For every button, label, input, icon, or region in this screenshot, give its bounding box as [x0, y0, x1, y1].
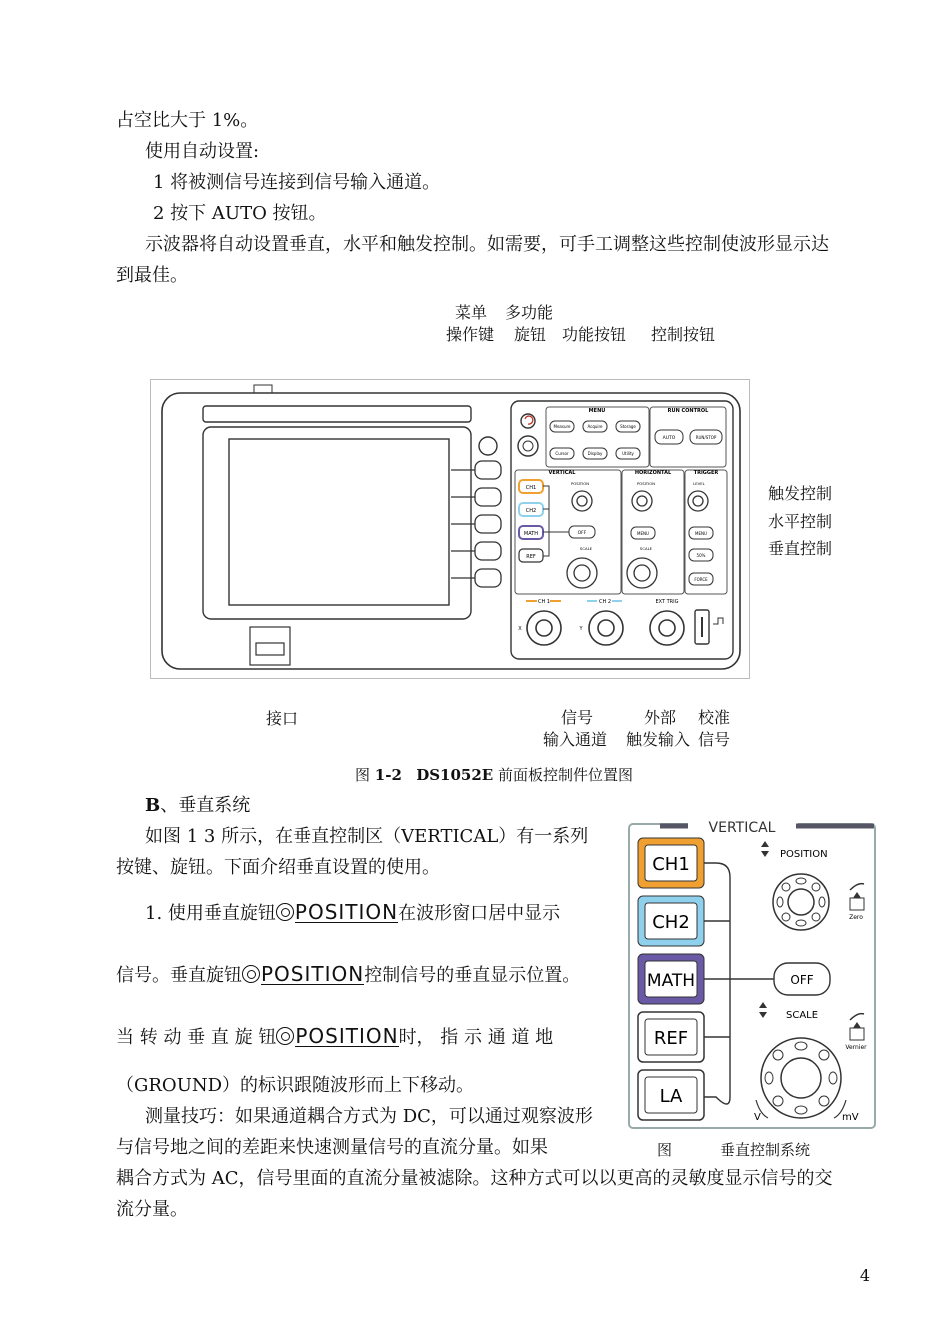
label-signal-2: 输入通道 [543, 730, 608, 749]
tip-line-2: 与信号地之间的差距来快速测量信号的直流分量。如果 [116, 1137, 548, 1158]
figure-1-3-caption-label: 图 [657, 1141, 673, 1159]
fig13-vertical-title: VERTICAL [708, 820, 776, 836]
panel-h-position: POSITION [636, 481, 656, 486]
item-1-line: 1. 使用垂直旋钮 POSITION在波形窗口居中显示 [145, 900, 561, 924]
fig13-math: MATH [646, 971, 696, 991]
panel-auto: AUTO [662, 436, 676, 441]
panel-t-menu: MENU [695, 531, 707, 536]
text-auto-setup-heading: 使用自动设置: [145, 141, 260, 162]
text-auto-para-2: 到最佳。 [116, 265, 188, 286]
fig13-la: LA [659, 1086, 683, 1107]
tip-line-4: 流分量。 [116, 1199, 188, 1220]
section-b-para-1: 如图 1 3 所示，在垂直控制区（VERTICAL）有一系列 [145, 826, 589, 847]
label-multi-knob-2: 旋钮 [514, 325, 547, 344]
page-number: 4 [859, 1266, 870, 1285]
panel-x: X [518, 626, 522, 632]
panel-run-stop: RUN/STOP [695, 435, 717, 440]
figure-1-2-caption: 图 1-2 DS1052E 前面板控制件位置图 [355, 766, 634, 784]
fig13-scale-label: SCALE [786, 1010, 819, 1021]
position-knob-icon [276, 1027, 294, 1045]
vertical-control-figure [628, 820, 878, 1132]
panel-ch2-input: CH 2 [598, 599, 612, 605]
tip-line-3: 耦合方式为 AC，信号里面的直流分量被滤除。这种方式可以以更高的灵敏度显示信号的交 [116, 1168, 833, 1189]
panel-ch2: CH2 [525, 508, 537, 514]
text-duty-cycle: 占空比大于 1%。 [116, 110, 259, 131]
panel-horizontal-label: HORIZONTAL [634, 470, 672, 476]
panel-vertical-label: VERTICAL [548, 470, 576, 476]
label-menu-keys-1: 菜单 [455, 303, 488, 322]
panel-ext-trig: EXT TRIG [655, 599, 679, 605]
panel-storage: Storage [620, 424, 636, 429]
tip-line-1: 测量技巧：如果通道耦合方式为 DC，可以通过观察波形 [145, 1106, 593, 1127]
panel-measure: Measure [553, 424, 571, 429]
oscilloscope-front-panel-figure [150, 379, 750, 679]
text-step-2: 2 按下 AUTO 按钮。 [153, 203, 327, 224]
label-interface: 接口 [266, 709, 299, 728]
fig13-ref: REF [653, 1028, 689, 1049]
text-step-1: 1 将被测信号连接到信号输入通道。 [153, 172, 441, 193]
fig13-ch2: CH2 [652, 912, 690, 933]
fig13-zero: Zero [849, 914, 863, 921]
label-multi-knob-1: 多功能 [505, 303, 554, 322]
panel-y: Y [579, 626, 583, 632]
item-1-line-3: 当 转 动 垂 直 旋 钮 POSITION时， 指 示 通 道 地 [116, 1024, 554, 1048]
panel-menu-label: MENU [588, 408, 606, 414]
panel-v-scale: SCALE [579, 546, 593, 551]
panel-off: OFF [577, 531, 587, 536]
label-signal-1: 信号 [561, 708, 594, 727]
panel-ref: REF [526, 554, 536, 560]
panel-t-50: 50% [696, 553, 706, 558]
position-knob-icon [242, 965, 260, 983]
section-b-para-2: 按键、旋钮。下面介绍垂直设置的使用。 [116, 857, 440, 878]
panel-t-level: LEVEL [693, 481, 705, 486]
panel-cursor: Cursor [555, 451, 569, 456]
fig13-off: OFF [790, 973, 814, 987]
item-1-line-4: （GROUND）的标识跟随波形而上下移动。 [116, 1075, 475, 1096]
panel-ch1: CH1 [525, 485, 537, 491]
fig13-mv-label: mV [842, 1112, 859, 1123]
fig13-vernier: Vernier [845, 1044, 867, 1051]
figure-1-3-caption-text: 垂直控制系统 [720, 1141, 811, 1159]
panel-v-position: POSITION [570, 481, 590, 486]
panel-h-menu: MENU [637, 531, 649, 536]
label-ext-trig-1: 外部 [644, 708, 677, 727]
fig13-position-label: POSITION [780, 849, 828, 860]
label-calib-1: 校准 [698, 708, 731, 727]
label-control-buttons: 控制按钮 [651, 325, 716, 344]
text-auto-para-1: 示波器将自动设置垂直，水平和触发控制。如需要，可手工调整这些控制使波形显示达 [145, 234, 829, 255]
item-1-line-2: 信号。垂直旋钮 POSITION控制信号的垂直显示位置。 [116, 962, 581, 986]
panel-ch1-input: CH 1 [537, 599, 551, 605]
panel-force: FORCE [694, 577, 708, 582]
fig13-v-label: V [754, 1112, 761, 1123]
label-menu-keys-2: 操作键 [446, 325, 495, 344]
panel-math: MATH [523, 531, 539, 537]
label-trigger-control: 触发控制 [768, 484, 833, 503]
section-b-heading: B、垂直系统 [145, 795, 251, 816]
panel-acquire: Acquire [587, 424, 603, 429]
panel-run-control-label: RUN CONTROL [667, 408, 709, 414]
label-ext-trig-2: 触发输入 [626, 730, 691, 749]
panel-trigger-label: TRIGGER [693, 470, 719, 476]
panel-h-scale: SCALE [639, 546, 653, 551]
label-vertical-control: 垂直控制 [768, 539, 833, 558]
label-function-buttons: 功能按钮 [562, 325, 627, 344]
label-calib-2: 信号 [698, 730, 731, 749]
panel-utility: Utility [622, 451, 634, 456]
position-knob-icon [276, 903, 294, 921]
label-horizontal-control: 水平控制 [768, 512, 833, 531]
fig13-ch1: CH1 [652, 854, 690, 875]
panel-display: Display [587, 451, 603, 456]
